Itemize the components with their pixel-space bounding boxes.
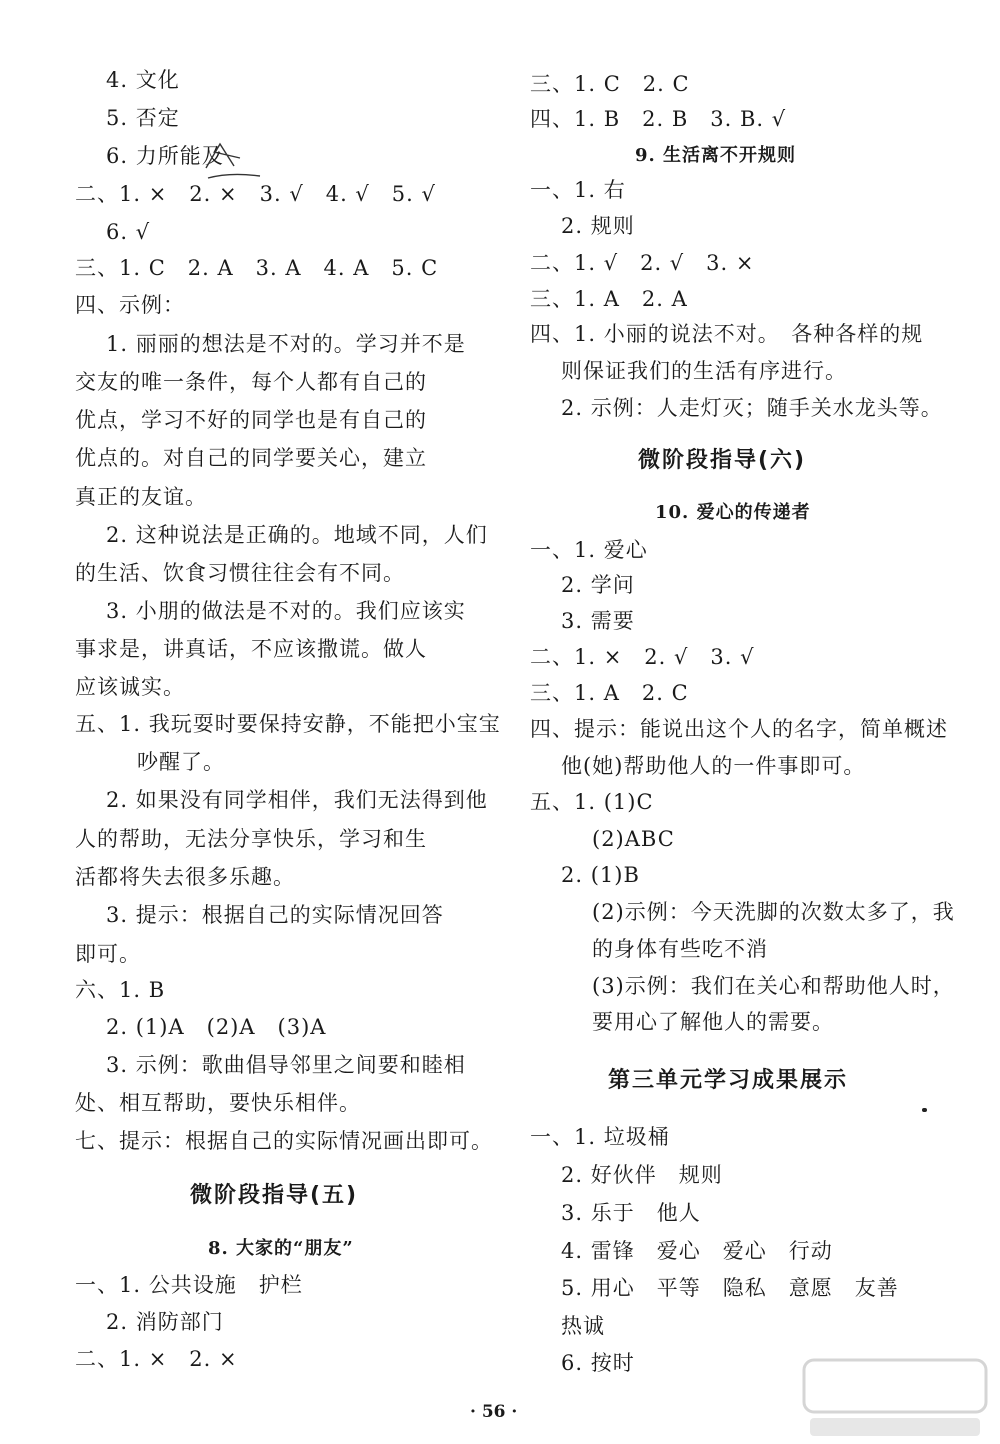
answer-line: 1. 丽丽的想法是不对的。学习并不是 bbox=[106, 332, 466, 356]
answer-line: (2)ABC bbox=[592, 827, 675, 851]
page-number: · 56 · bbox=[470, 1402, 518, 1422]
answer-line: 2. 消防部门 bbox=[106, 1310, 224, 1334]
answer-line: 要用心了解他人的需要。 bbox=[592, 1010, 834, 1034]
answer-line: 七、提示：根据自己的实际情况画出即可。 bbox=[75, 1129, 493, 1153]
answer-line: 2. (1)A (2)A (3)A bbox=[106, 1015, 327, 1039]
answer-line: 4. 文化 bbox=[106, 68, 180, 92]
answer-line: 一、1. 垃圾桶 bbox=[530, 1125, 670, 1149]
answer-line: 3. 小朋的做法是不对的。我们应该实 bbox=[106, 599, 466, 623]
answer-line: 五、1. 我玩耍时要保持安静，不能把小宝宝 bbox=[75, 712, 501, 736]
answer-line: 4. 雷锋 爱心 爱心 行动 bbox=[561, 1239, 833, 1263]
answer-line: 热诚 bbox=[561, 1314, 605, 1338]
section-label: 四、示例： bbox=[75, 293, 185, 317]
answer-line: 2. (1)B bbox=[561, 863, 640, 887]
answer-line: 一、1. 公共设施 护栏 bbox=[75, 1273, 303, 1297]
answer-line: 三、1. C 2. A 3. A 4. A 5. C bbox=[75, 256, 439, 280]
pen-scribble-mark bbox=[200, 138, 280, 182]
answer-line: 四、提示：能说出这个人的名字，简单概述 bbox=[530, 717, 948, 741]
answer-line: 3. 示例：歌曲倡导邻里之间要和睦相 bbox=[106, 1053, 466, 1077]
answer-line: 处、相互帮助，要快乐相伴。 bbox=[75, 1091, 361, 1115]
answer-line: 的生活、饮食习惯往往会有不同。 bbox=[75, 561, 405, 585]
answer-line: 六、1. B bbox=[75, 978, 166, 1002]
ink-dot-mark bbox=[922, 1108, 927, 1112]
lesson-title: 8. 大家的“朋友” bbox=[208, 1238, 354, 1259]
answer-line: 2. 示例：人走灯灭；随手关水龙头等。 bbox=[561, 396, 943, 420]
answer-line: 四、1. 小丽的说法不对。 各种各样的规 bbox=[530, 322, 924, 346]
answer-line: 的身体有些吃不消 bbox=[592, 937, 768, 961]
answer-line: 2. 这种说法是正确的。地域不同，人们 bbox=[106, 523, 488, 547]
answer-line: 3. 提示：根据自己的实际情况回答 bbox=[106, 903, 444, 927]
answer-line: 他(她)帮助他人的一件事即可。 bbox=[561, 754, 866, 778]
answer-line: 事求是，讲真话，不应该撒谎。做人 bbox=[75, 637, 427, 661]
answer-line: 三、1. A 2. A bbox=[530, 287, 688, 311]
watermark-logo bbox=[800, 1356, 990, 1440]
answer-line: 二、1. × 2. √ 3. √ bbox=[530, 645, 755, 669]
answer-line: 真正的友谊。 bbox=[75, 485, 207, 509]
answer-line: 二、1. √ 2. √ 3. × bbox=[530, 251, 755, 275]
answer-line: 2. 好伙伴 规则 bbox=[561, 1163, 723, 1187]
answer-line: 交友的唯一条件，每个人都有自己的 bbox=[75, 370, 427, 394]
answer-line: (2)示例：今天洗脚的次数太多了，我 bbox=[592, 900, 955, 924]
answer-line: 五、1. (1)C bbox=[530, 790, 654, 814]
answer-line: 3. 乐于 他人 bbox=[561, 1201, 701, 1225]
section-heading: 微阶段指导(六) bbox=[638, 448, 807, 473]
answer-line: 吵醒了。 bbox=[137, 750, 225, 774]
answer-line: 2. 如果没有同学相伴，我们无法得到他 bbox=[106, 788, 488, 812]
answer-line: 6. 按时 bbox=[561, 1351, 635, 1375]
answer-line: 3. 需要 bbox=[561, 609, 635, 633]
answer-line: 优点的。对自己的同学要关心，建立 bbox=[75, 446, 427, 470]
lesson-title: 9. 生活离不开规则 bbox=[635, 145, 797, 166]
answer-line: 2. 规则 bbox=[561, 214, 635, 238]
answer-line: 5. 否定 bbox=[106, 106, 180, 130]
answer-line: 四、1. B 2. B 3. B. √ bbox=[530, 107, 787, 131]
answer-line: 应该诚实。 bbox=[75, 675, 185, 699]
answer-line: (3)示例：我们在关心和帮助他人时， bbox=[592, 974, 955, 998]
section-heading: 第三单元学习成果展示 bbox=[608, 1068, 849, 1093]
lesson-title: 10. 爱心的传递者 bbox=[655, 502, 811, 523]
answer-line: 三、1. C 2. C bbox=[530, 72, 690, 96]
section-heading: 微阶段指导(五) bbox=[190, 1183, 359, 1208]
answer-line: 一、1. 右 bbox=[530, 178, 626, 202]
answer-line: 2. 学问 bbox=[561, 573, 635, 597]
answer-line: 6. 力所能及 bbox=[106, 144, 224, 168]
answer-line: 人的帮助，无法分享快乐，学习和生 bbox=[75, 827, 427, 851]
answer-line: 5. 用心 平等 隐私 意愿 友善 bbox=[561, 1276, 899, 1300]
answer-line: 即可。 bbox=[75, 942, 141, 966]
answer-line: 活都将失去很多乐趣。 bbox=[75, 865, 295, 889]
answer-line: 一、1. 爱心 bbox=[530, 538, 648, 562]
answer-line: 二、1. × 2. × 3. √ 4. √ 5. √ bbox=[75, 182, 436, 206]
answer-line: 二、1. × 2. × bbox=[75, 1347, 238, 1371]
answer-line: 则保证我们的生活有序进行。 bbox=[561, 359, 847, 383]
answer-line: 6. √ bbox=[106, 220, 151, 244]
answer-line: 三、1. A 2. C bbox=[530, 681, 689, 705]
answer-line: 优点，学习不好的同学也是有自己的 bbox=[75, 408, 427, 432]
